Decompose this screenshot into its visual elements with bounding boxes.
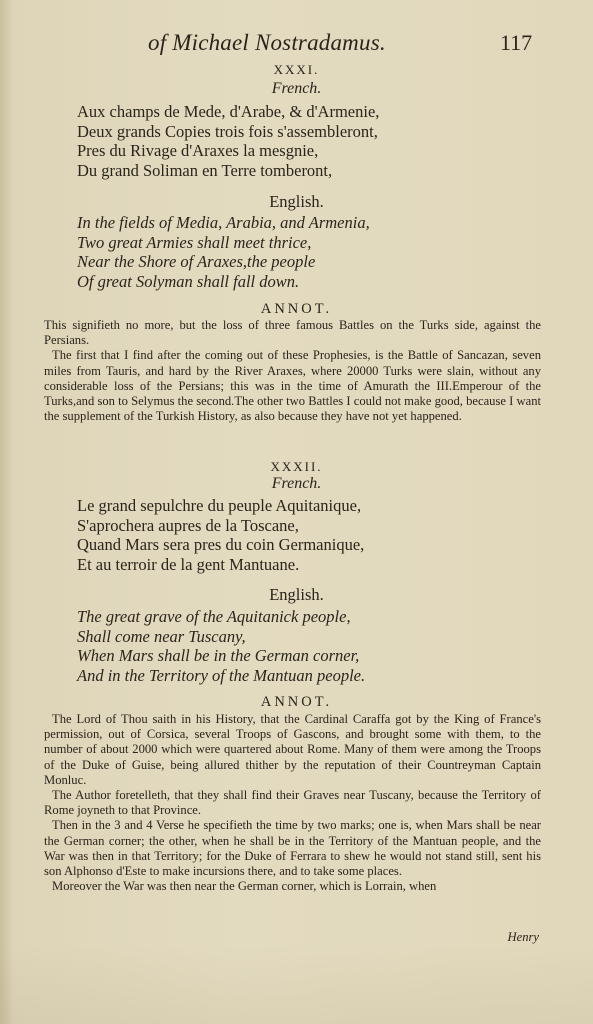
verse-line: Shall come near Tuscany, [77,626,246,646]
french-verse [0,102,593,180]
english-verse [0,213,593,291]
page-shading [0,945,593,1024]
annotation-paragraph: The Lord of Thou saith in his History, that the Cardinal Caraffa got by the King of France's permission, out of Corsica, several Troops of Gascons, and brought some with them, to the number of about 2000 which were quartered about Rome. Many of them were among the Troops of the Duke of Guise, being allured thither by the reputation of their Countreyman Captain Monluc. [44,712,541,787]
verse-line: When Mars shall be in the German corner, [77,646,360,665]
verse-line: Deux grands Copies trois fois s'assembleront, [77,121,378,141]
running-head: of Michael Nostradamus. [148,30,386,55]
annotation-text [0,712,593,894]
page-header [0,26,593,58]
verse-line: Aux champs de Mede, d'Arabe, & d'Armenie, [77,102,380,121]
french-label: French. [271,475,322,492]
verse-line: Near the Shore of Araxes,the people [77,252,316,271]
annotation-paragraph: The Author foretelleth, that they shall find their Graves near Tuscany, because the Territory of Rome joyneth to that Province. [44,788,541,818]
page-number: 117 [500,30,533,55]
verse-line: Du grand Soliman en Terre tomberont, [77,160,333,180]
verse-line: The great grave of the Aquitanick people, [77,607,351,626]
annotation-paragraph: Then in the 3 and 4 Verse he specifieth the time by two marks; one is, when Mars shall be near the German corner; the other, when he shall be in the Territory of the Mantuan people, and the War was then in that Territory; for the Duke of Ferrara to shew he would not stand still, sent his son Alphonso d'Este to make incursions there, and to take some places. [44,818,541,879]
english-verse [0,607,593,685]
quatrain-number: XXXII. [270,459,323,474]
verse-line: Of great Solyman shall fall down. [77,271,300,291]
english-label: English. [269,585,324,604]
annotation-paragraph: Moreover the War was then near the German corner, which is Lorrain, when [52,879,437,894]
annotation-paragraph: This signifieth no more, but the loss of three famous Battles on the Turks side, against the Persians. [44,318,541,348]
annotation-heading: ANNOT. [260,301,333,317]
catchword: Henry [507,930,539,944]
verse-line: In the fields of Media, Arabia, and Armenia, [77,213,370,232]
english-label: English. [269,192,324,211]
verse-line: Pres du Rivage d'Araxes la mesgnie, [77,141,319,160]
annotation-paragraph: The first that I find after the coming out of these Prophesies, is the Battle of Sancazan, seven miles from Tauris, and hard by the River Araxes, where 20000 Turks were slain, without any considerable loss of the Persians; this was in the time of Amurath the III.Emperour of the Turks,and son to Selymus the second.The other two Battles I could not make good, because I want the supplement of the Turkish History, as also because they have not yet happened. [44,348,541,424]
french-verse [0,496,593,574]
verse-line: And in the Territory of the Mantuan people. [77,665,366,685]
verse-line: Quand Mars sera pres du coin Germanique, [77,535,365,554]
annotation-text [0,318,593,424]
verse-line: S'aprochera aupres de la Toscane, [77,515,299,535]
verse-line: Two great Armies shall meet thrice, [77,232,312,252]
french-label: French. [271,80,322,97]
verse-line: Et au terroir de la gent Mantuane. [77,554,300,574]
verse-line: Le grand sepulchre du peuple Aquitanique, [77,496,362,515]
annotation-heading: ANNOT. [260,694,333,710]
quatrain-number: XXXI. [273,62,320,77]
